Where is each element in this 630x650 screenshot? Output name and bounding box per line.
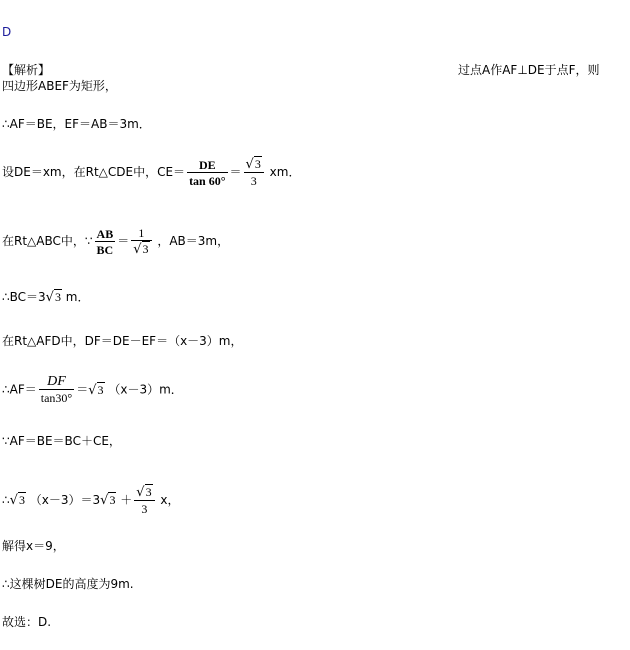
line9-pre: ∴	[2, 493, 10, 507]
analysis-line-12: 故选：D.	[2, 615, 52, 629]
frac-denominator: tan 60°	[189, 173, 226, 188]
sqrt-symbol: √3	[9, 493, 25, 508]
fraction-df-over-tan30	[39, 375, 74, 405]
sqrt-symbol: √3	[245, 157, 261, 172]
frac-denominator: 3	[244, 172, 264, 188]
line3-pre: 设DE＝xm，在Rt△CDE中，CE＝	[2, 165, 186, 179]
sqrt-symbol: √3	[136, 485, 152, 500]
fraction-ab-over-bc	[95, 227, 116, 257]
equals-sign: ＝	[117, 234, 130, 248]
frac-denominator: BC	[96, 242, 114, 257]
line9-mid: （x－3）＝3	[29, 493, 101, 507]
frac-numerator: DE	[198, 157, 216, 172]
sqrt-symbol-2: √3	[100, 493, 116, 508]
line9-post: x，	[160, 493, 180, 507]
frac-numerator: AB	[96, 226, 114, 241]
analysis-line-11: ∴这棵树DE的高度为9m.	[2, 577, 134, 591]
analysis-line-5	[2, 290, 90, 305]
fraction-sqrt3-over-3	[134, 485, 154, 516]
line4-post: ，AB＝3m，	[157, 234, 230, 248]
analysis-header: 【解析】	[2, 63, 51, 77]
analysis-line-9	[2, 485, 180, 516]
line5-pre: ∴BC＝3	[2, 290, 46, 304]
line7-post: （x－3）m．	[108, 382, 183, 397]
analysis-line-6: 在Rt△AFD中，DF＝DE－EF＝（x－3）m，	[2, 334, 243, 348]
analysis-line-2: ∴AF＝BE，EF＝AB＝3m．	[2, 117, 151, 131]
line7-pre: ∴AF＝	[2, 382, 37, 397]
line4-pre: 在Rt△ABC中，∵	[2, 234, 93, 248]
analysis-line-7	[2, 375, 183, 405]
line3-post: xm．	[269, 165, 301, 179]
fraction-sqrt3-over-3	[244, 157, 264, 188]
answer-text: D	[2, 25, 12, 39]
equals-sign: ＝	[229, 165, 242, 179]
frac-denominator: 3	[134, 500, 154, 516]
line5-post: m．	[65, 290, 90, 304]
frac-numerator: DF	[47, 374, 66, 389]
fraction-1-over-sqrt3	[131, 226, 151, 257]
fraction-de-over-tan60	[187, 158, 227, 188]
sqrt-symbol: √3	[45, 290, 61, 305]
plus-sign: ＋	[120, 493, 133, 507]
analysis-line-4	[2, 226, 229, 257]
analysis-line-3	[2, 157, 300, 188]
analysis-line-8: ∵AF＝BE＝BC＋CE，	[2, 434, 121, 448]
frac-numerator: 1	[138, 226, 145, 240]
sqrt-symbol: √3	[88, 382, 104, 398]
equals-sign: ＝	[76, 382, 89, 397]
analysis-line-1: 四边形ABEF为矩形，	[2, 79, 117, 93]
frac-denominator: tan30°	[40, 391, 73, 405]
sqrt-symbol: √3	[133, 242, 149, 257]
analysis-intro-right: 过点A作AF⊥DE于点F，则	[458, 63, 600, 77]
analysis-line-10: 解得x＝9，	[2, 539, 65, 553]
